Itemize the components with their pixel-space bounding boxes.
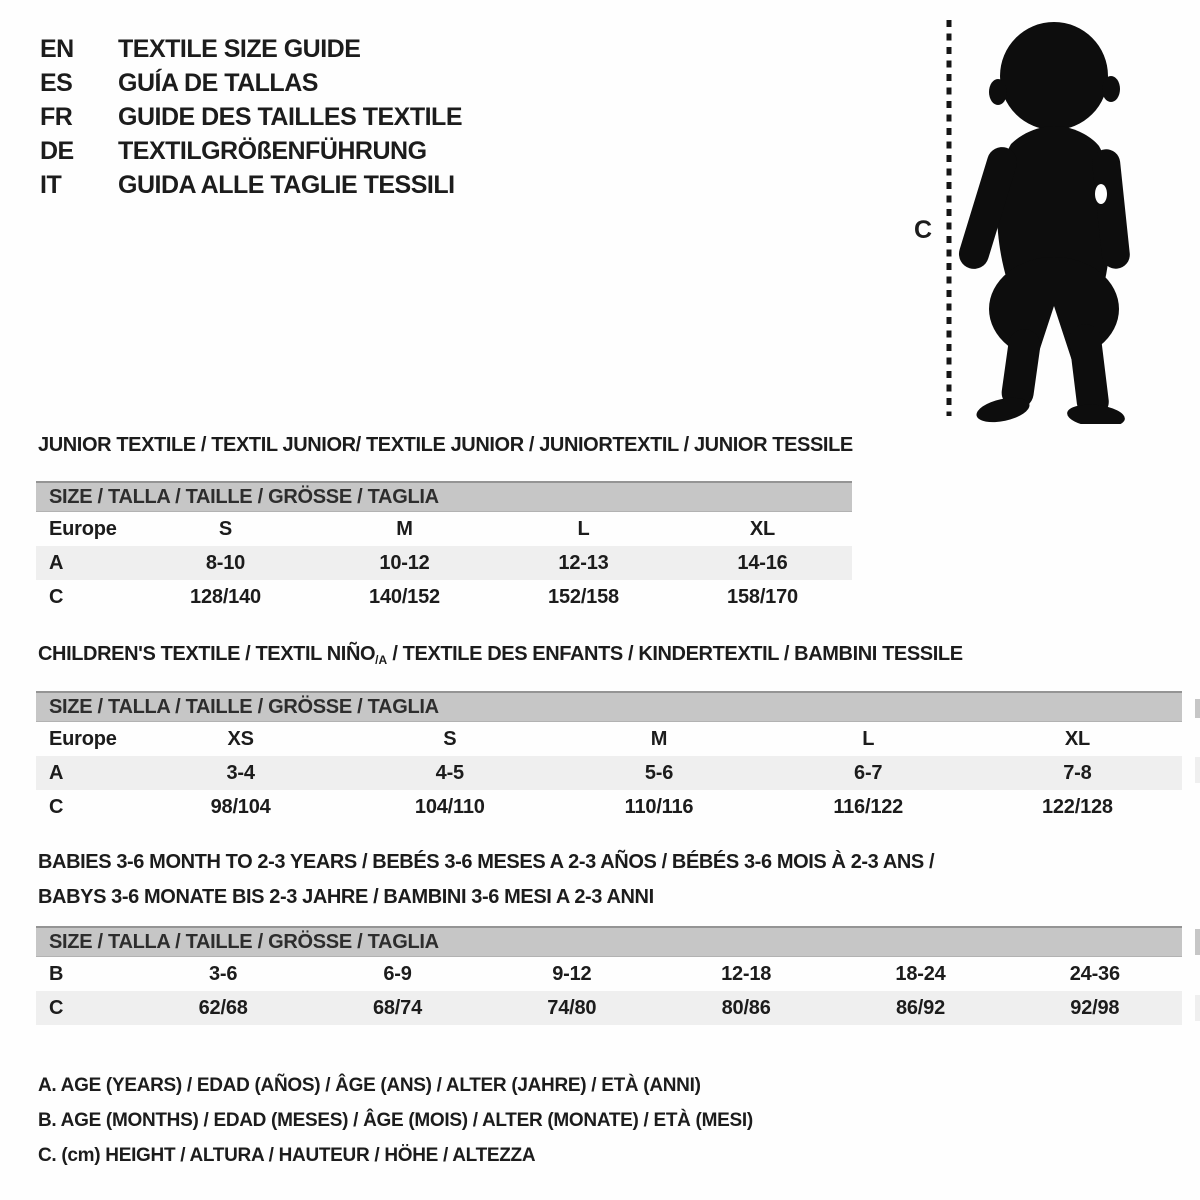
table-row (36, 991, 1182, 1025)
scan-artifact (1195, 929, 1200, 955)
table-row (36, 756, 1182, 790)
row-value: 8-10 (205, 551, 246, 574)
junior-section-heading: JUNIOR TEXTILE / TEXTIL JUNIOR/ TEXTILE JUNIOR / JUNIORTEXTIL / JUNIOR TESSILE (38, 434, 853, 456)
language-row-it (40, 168, 462, 202)
language-row-es (40, 66, 462, 100)
babies-size-table (36, 926, 1182, 1025)
children-heading-subscript: /A (375, 653, 388, 667)
row-value: 158/170 (727, 585, 798, 608)
language-code: EN (40, 34, 74, 63)
row-value: 7-8 (1063, 761, 1092, 784)
row-value: L (577, 517, 590, 540)
scan-artifact (1195, 995, 1200, 1021)
row-value: XS (227, 727, 254, 750)
baby-shape (955, 22, 1131, 424)
row-label: A (49, 761, 64, 784)
scan-artifact (1195, 699, 1200, 718)
scan-artifact (1195, 757, 1200, 783)
row-value: M (396, 517, 413, 540)
footnote-a: A. AGE (YEARS) / EDAD (AÑOS) / ÂGE (ANS) / ALTER (JAHRE) / ETÀ (ANNI) (38, 1075, 701, 1096)
children-size-table (36, 691, 1182, 824)
guide-title-it: GUIDA ALLE TAGLIE TESSILI (118, 170, 455, 199)
junior-table-body (36, 512, 852, 614)
language-code: ES (40, 68, 73, 97)
row-value: 14-16 (737, 551, 788, 574)
guide-title-en: TEXTILE SIZE GUIDE (118, 34, 361, 63)
row-value: S (218, 517, 233, 540)
language-code: DE (40, 136, 74, 165)
height-measure-label: C (914, 216, 933, 244)
row-label: C (49, 795, 64, 818)
table-row (36, 790, 1182, 824)
row-value: 86/92 (895, 996, 945, 1019)
toddler-silhouette-icon (941, 14, 1145, 424)
row-value: XL (1064, 727, 1090, 750)
row-value: 74/80 (547, 996, 597, 1019)
row-value: 6-9 (383, 962, 412, 985)
row-value: 5-6 (644, 761, 674, 784)
row-label: A (49, 551, 64, 574)
row-value: 140/152 (369, 585, 440, 608)
language-code: IT (40, 170, 62, 199)
row-value: 12-13 (558, 551, 609, 574)
babies-table-body (36, 957, 1182, 1025)
babies-heading-line1: BABIES 3-6 MONTH TO 2-3 YEARS / BEBÉS 3-6 MESES A 2-3 AÑOS / BÉBÉS 3-6 MOIS À 2-3 ANS / (38, 851, 935, 873)
guide-title-fr: GUIDE DES TAILLES TEXTILE (118, 102, 463, 131)
row-value: 122/128 (1041, 795, 1113, 818)
measurement-footnotes (38, 1068, 753, 1173)
row-value: 3-4 (226, 761, 255, 784)
babies-section-heading (38, 845, 934, 915)
children-heading-part: / TEXTILE DES ENFANTS / KINDERTEXTIL / BAMBINI TESSILE (387, 643, 963, 665)
row-value: 18-24 (895, 962, 946, 985)
babies-heading-line2: BABYS 3-6 MONATE BIS 2-3 JAHRE / BAMBINI 3-6 MESI A 2-3 ANNI (38, 886, 654, 908)
children-heading-part: CHILDREN'S TEXTILE / TEXTIL NIÑO (38, 643, 376, 665)
row-value: 9-12 (552, 962, 592, 985)
row-label: B (49, 962, 64, 985)
row-value: S (443, 727, 457, 750)
row-value: 104/110 (414, 795, 485, 818)
row-label: C (49, 585, 64, 608)
language-code: FR (40, 102, 73, 131)
junior-size-table (36, 481, 852, 614)
row-value: 3-6 (209, 962, 238, 985)
row-value: XL (749, 517, 776, 540)
row-value: 128/140 (190, 585, 261, 608)
row-value: 116/122 (833, 795, 904, 818)
row-value: 24-36 (1069, 962, 1120, 985)
footnote-c: C. (cm) HEIGHT / ALTURA / HAUTEUR / HÖHE / ALTEZZA (38, 1145, 536, 1166)
size-table-header: SIZE / TALLA / TAILLE / GRÖSSE / TAGLIA (36, 691, 1182, 722)
guide-title-de: TEXTILGRÖßENFÜHRUNG (118, 136, 427, 165)
row-value: 110/116 (624, 795, 694, 818)
language-row-fr (40, 100, 462, 134)
row-value: 68/74 (372, 996, 423, 1019)
row-value: L (862, 727, 875, 750)
row-value: 10-12 (379, 551, 430, 574)
size-table-header: SIZE / TALLA / TAILLE / GRÖSSE / TAGLIA (36, 926, 1182, 957)
guide-title-es: GUÍA DE TALLAS (118, 68, 318, 97)
row-value: 4-5 (435, 761, 464, 784)
row-value: 92/98 (1070, 996, 1120, 1019)
row-value: 6-7 (854, 761, 883, 784)
table-row (36, 957, 1182, 991)
children-table-body (36, 722, 1182, 824)
language-row-de (40, 134, 462, 168)
table-row (36, 512, 852, 546)
table-row (36, 546, 852, 580)
row-value: 98/104 (210, 795, 271, 818)
table-row (36, 722, 1182, 756)
row-value: 62/68 (198, 996, 248, 1019)
footnote-b: B. AGE (MONTHS) / EDAD (MESES) / ÂGE (MOIS) / ALTER (MONATE) / ETÀ (MESI) (38, 1110, 753, 1131)
row-label: Europe (49, 727, 117, 750)
language-row-en (40, 32, 462, 66)
size-table-header: SIZE / TALLA / TAILLE / GRÖSSE / TAGLIA (36, 481, 852, 512)
row-value: M (650, 727, 668, 750)
table-row (36, 580, 852, 614)
row-value: 152/158 (548, 585, 619, 608)
language-title-list (40, 32, 462, 202)
children-section-heading (38, 643, 963, 667)
row-label: Europe (49, 517, 117, 540)
row-value: 80/86 (721, 996, 771, 1019)
row-value: 12-18 (721, 962, 772, 985)
row-label: C (49, 996, 64, 1019)
